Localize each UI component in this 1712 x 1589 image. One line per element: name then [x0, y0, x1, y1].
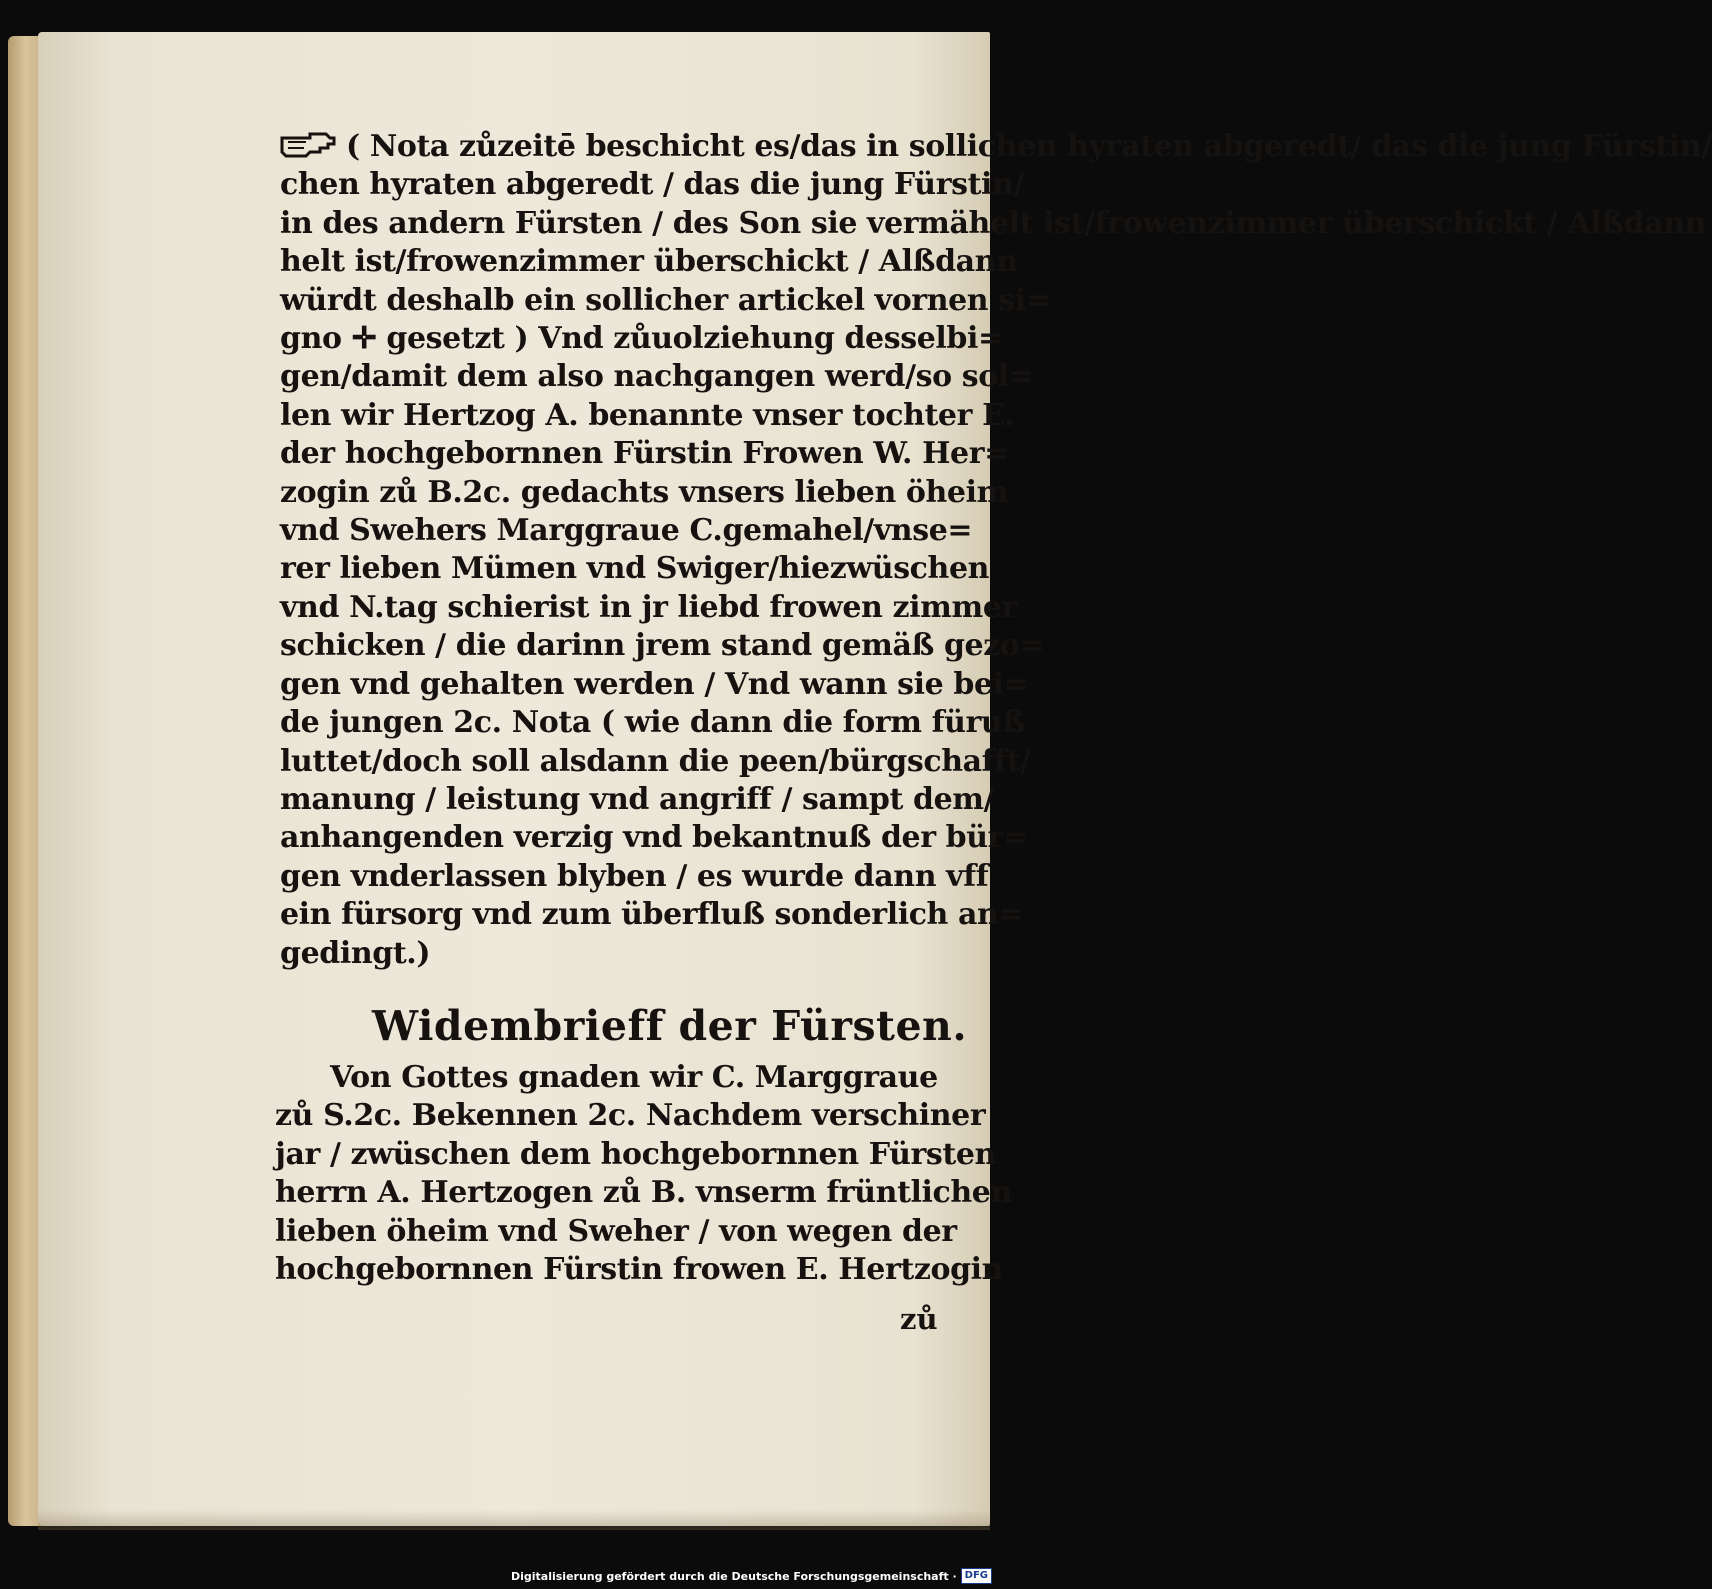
text-line-11: vnd Swehers Marggraue C.gemahel/vnse= [280, 513, 973, 549]
text-line-2: chen hyraten abgeredt / das die jung Fürstin/ [280, 167, 1025, 203]
text-line-4: helt ist/frowenzimmer überschickt / Alßdann [280, 244, 1018, 280]
text-line-14: schicken / die darinn jrem stand gemäß gezo= [280, 628, 1045, 664]
catchword: zů [900, 1302, 938, 1336]
text-line-21: ein fürsorg vnd zum überfluß sonderlich an= [280, 897, 1024, 933]
manicule-hand-icon [280, 132, 336, 160]
text-line-9: der hochgebornnen Fürstin Frowen W. Her= [280, 436, 1009, 472]
text-line-1 [280, 128, 1712, 166]
second-line-2: zů S.2c. Bekennen 2c. Nachdem verschiner [275, 1098, 986, 1134]
second-line-6: hochgebornnen Fürstin frowen E. Hertzogin [275, 1252, 1004, 1288]
text-line-10: zogin zů B.2c. gedachts vnsers lieben öheim [280, 474, 1008, 510]
text-line-20: gen vnderlassen blyben / es wurde dann vff [280, 858, 989, 894]
credit-text: Digitalisierung gefördert durch die Deutsche Forschungsgemeinschaft · [510, 1569, 957, 1583]
second-line-3: jar / zwüschen dem hochgebornnen Fürsten [275, 1136, 996, 1172]
text-line-18: manung / leistung vnd angriff / sampt dem/ [280, 781, 995, 817]
text-line-3: in des andern Fürsten / des Son sie vermähelt ist/frowenzimmer überschickt / Alßdann [280, 205, 1707, 241]
body-text-block [280, 128, 1712, 973]
second-text-block [275, 1059, 1012, 1289]
second-line-4: herrn A. Hertzogen zů B. vnserm früntlichen [275, 1175, 1012, 1211]
second-line-1: Von Gottes gnaden wir C. Marggraue [330, 1060, 938, 1095]
digitization-credit [511, 1567, 992, 1585]
text-line-16: de jungen 2c. Nota ( wie dann die form füruß [280, 705, 1025, 741]
text-line-8: len wir Hertzog A. benannte vnser tochter E. [280, 397, 1015, 433]
text-line-17: luttet/doch soll alsdann die peen/bürgschafft/ [280, 743, 1031, 779]
text-line-7: gen/damit dem also nachgangen werd/so sol= [280, 359, 1034, 395]
dfg-logo-icon: DFG [961, 1568, 992, 1584]
page-shadow [38, 1510, 990, 1530]
text-line-15: gen vnd gehalten werden / Vnd wann sie bei= [280, 666, 1029, 702]
text-line-1-content: ( Nota zůzeitē beschicht es/das in sollichen hyraten abgeredt/ das die jung Fürstin/ [346, 129, 1712, 164]
text-line-22: gedingt.) [280, 935, 431, 971]
second-line-5: lieben öheim vnd Sweher / von wegen der [275, 1213, 957, 1249]
text-line-6: gno ✛ gesetzt ) Vnd zůuolziehung desselbi= [280, 321, 1003, 357]
text-line-12: rer lieben Mümen vnd Swiger/hiezwüschen [280, 551, 990, 587]
text-line-5: würdt deshalb ein sollicher artickel vornen si= [280, 282, 1051, 318]
text-line-19: anhangenden verzig vnd bekantnuß der bür= [280, 820, 1028, 856]
section-heading: Widembrieff der Fürsten. [372, 1002, 968, 1050]
text-line-13: vnd N.tag schierist in jr liebd frowen zimmer [280, 589, 1017, 625]
